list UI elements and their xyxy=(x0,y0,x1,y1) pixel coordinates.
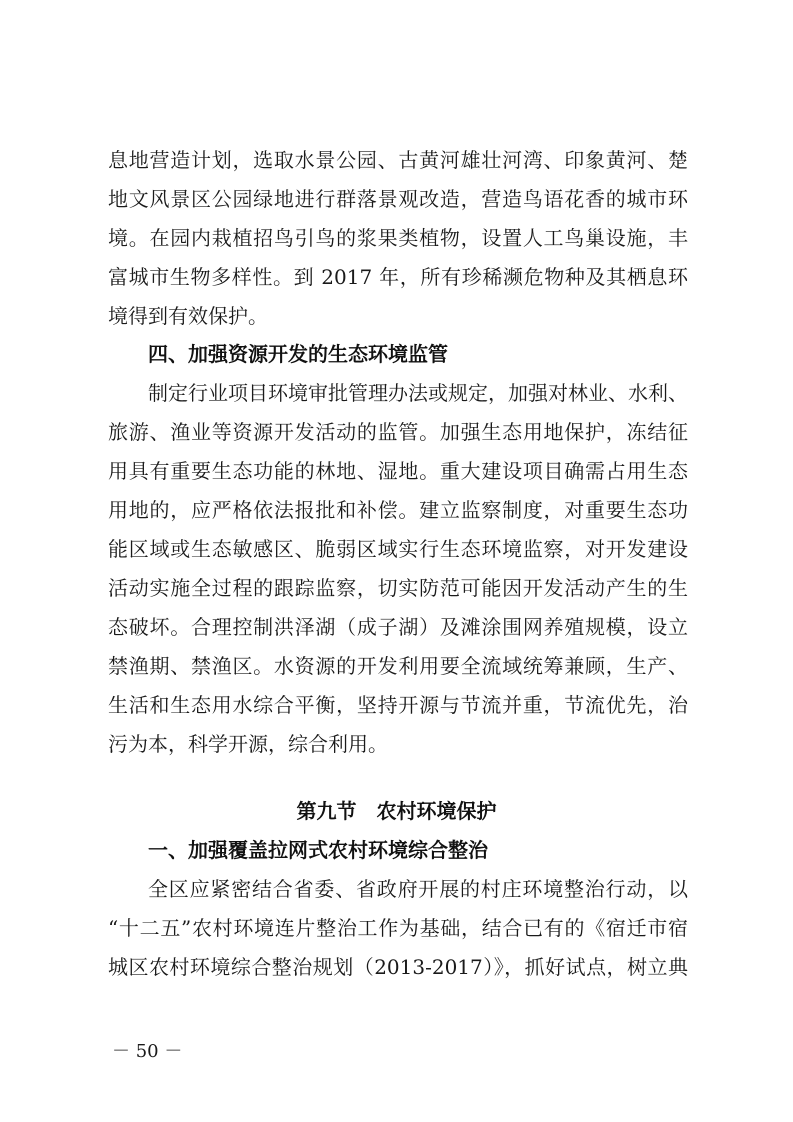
paragraph-line: 污为本，科学开源，综合利用。 xyxy=(108,732,388,756)
paragraph-line: 旅游、渔业等资源开发活动的监管。加强生态用地保护，冻结征 xyxy=(108,420,688,444)
paragraph-line: 活动实施全过程的跟踪监察，切实防范可能因开发活动产生的生 xyxy=(108,576,688,600)
paragraph-line: 能区域或生态敏感区、脆弱区域实行生态环境监察，对开发建设 xyxy=(108,537,688,561)
paragraph-line: “十二五”农村环境连片整治工作为基础，结合已有的《宿迁市宿 xyxy=(108,916,688,940)
paragraph-line: 境得到有效保护。 xyxy=(108,304,268,328)
paragraph-line: 态破坏。合理控制洪泽湖（成子湖）及滩涂围网养殖规模，设立 xyxy=(108,615,688,639)
paragraph-line: 息地营造计划，选取水景公园、古黄河雄壮河湾、印象黄河、楚 xyxy=(108,148,688,172)
section-title: 第九节 农村环境保护 xyxy=(296,799,497,823)
paragraph-line: 禁渔期、禁渔区。水资源的开发利用要全流域统筹兼顾，生产、 xyxy=(108,654,688,678)
subsection-heading: 四、加强资源开发的生态环境监管 xyxy=(148,342,448,366)
paragraph-line: 富城市生物多样性。到 2017 年，所有珍稀濒危物种及其栖息环 xyxy=(108,265,688,289)
paragraph-line: 城区农村环境综合整治规划（2013-2017）》，抓好试点，树立典 xyxy=(108,955,688,979)
paragraph-line: 用地的，应严格依法报批和补偿。建立监察制度，对重要生态功 xyxy=(108,498,688,522)
subsection-heading: 一、加强覆盖拉网式农村环境综合整治 xyxy=(148,838,488,862)
page-number: － 50 － xyxy=(112,1041,183,1062)
paragraph-line: 全区应紧密结合省委、省政府开展的村庄环境整治行动，以 xyxy=(148,877,688,901)
paragraph-line: 生活和生态用水综合平衡，坚持开源与节流并重，节流优先，治 xyxy=(108,693,688,717)
paragraph-line: 制定行业项目环境审批管理办法或规定，加强对林业、水利、 xyxy=(148,381,688,405)
paragraph-line: 用具有重要生态功能的林地、湿地。重大建设项目确需占用生态 xyxy=(108,459,688,483)
paragraph-line: 境。在园内栽植招鸟引鸟的浆果类植物，设置人工鸟巢设施，丰 xyxy=(108,226,688,250)
paragraph-line: 地文风景区公园绿地进行群落景观改造，营造鸟语花香的城市环 xyxy=(108,187,688,211)
